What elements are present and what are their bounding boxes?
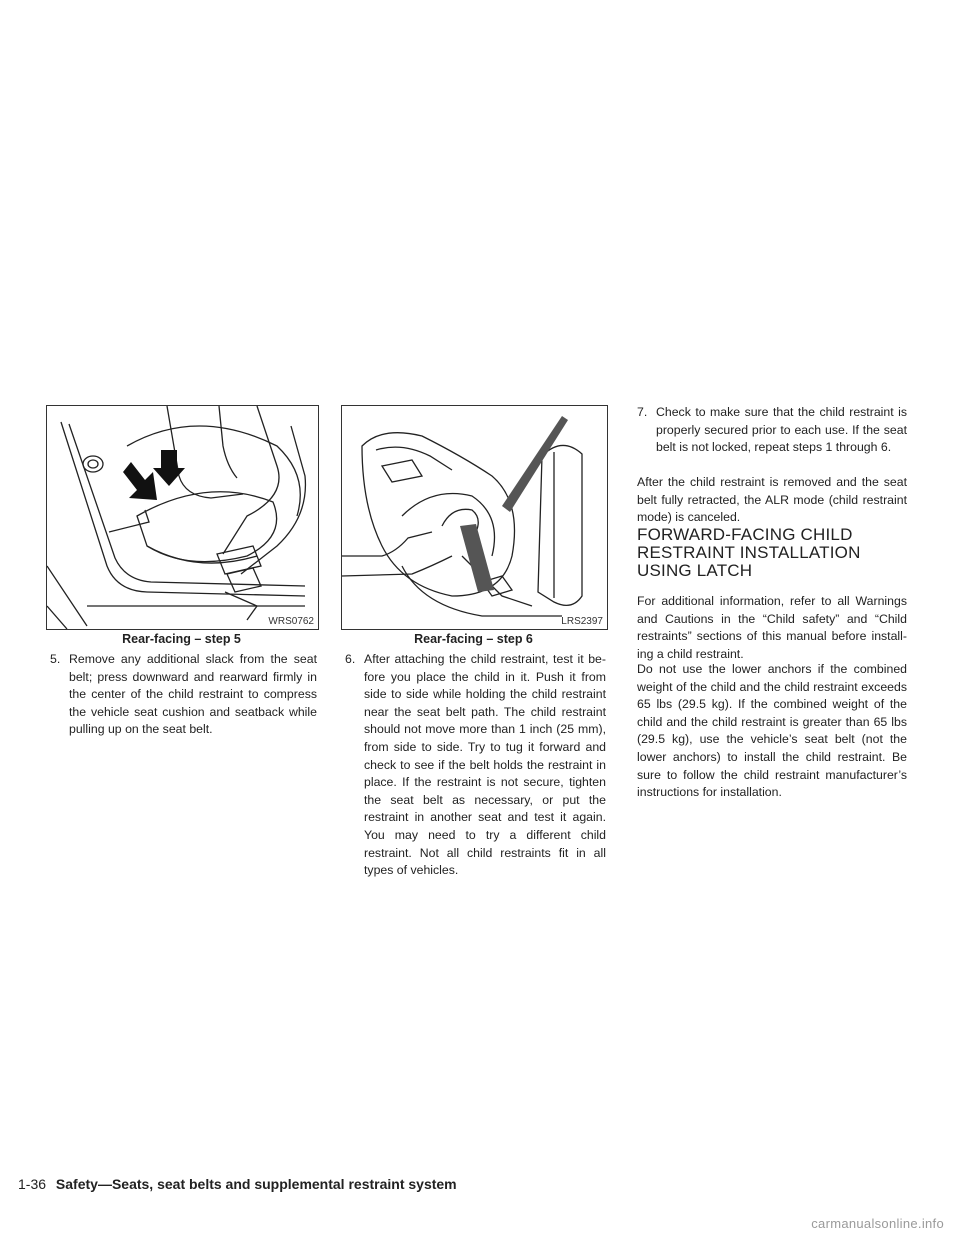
figure-caption: Rear-facing – step 6 [414, 632, 533, 646]
step-text: After attaching the child restraint, test it be-fore you place the child in it. Push it from side to side while holding the child restraint near the seat belt path. The child restraint should not move more than 1 inch (25 mm), from side to side. Try to tug it forward and check to see if the belt holds the restraint in place. If the restraint is not secure, tighten the seat belt as necessary, or put the restraint in another seat and test it again. You may need to try a different child restraint. Not all child restraints fit in all types of vehicles. [364, 652, 606, 878]
section-paragraph-1: For additional information, refer to all Warnings and Cautions in the “Child safety” and “Child restraints” sections of this manual before install-ing a child restraint. [637, 594, 907, 661]
chapter-title: Safety—Seats, seat belts and supplemental restraint system [55, 1176, 457, 1192]
step-number: 5. [50, 652, 61, 666]
step-text: Remove any additional slack from the seat belt; press downward and rearward firmly in the center of the child restraint to compress the vehicle seat cushion and seatback while pulling up on the seat belt. [69, 652, 317, 737]
figure-code: LRS2397 [561, 616, 603, 627]
page-number: 1-36 [18, 1176, 47, 1192]
section-paragraph-2: Do not use the lower anchors if the combined weight of the child and the child restraint exceeds 65 lbs (29.5 kg). If the combined weight of the child and the child restraint is greater than 65 lbs (29.5 kg), use the vehicle’s seat belt (not the lower anchors) to install the child restraint. Be sure to follow the child restraint manufacturer’s instructions for installation. [637, 662, 907, 800]
step-7 [637, 404, 907, 457]
figure-rear-facing-step-6 [341, 405, 608, 630]
watermark: carmanualsonline.info [811, 1216, 944, 1231]
alr-cancel-paragraph: After the child restraint is removed and the seat belt fully retracted, the ALR mode (child restraint mode) is canceled. [637, 475, 907, 525]
step-number: 7. [637, 405, 648, 419]
figure-code: WRS0762 [268, 616, 314, 627]
step-5 [50, 651, 317, 739]
figure-caption: Rear-facing – step 5 [122, 632, 241, 646]
illustration-test-child-restraint [342, 406, 607, 629]
page-footer [18, 1176, 457, 1192]
step-text: Check to make sure that the child restraint is properly secured prior to each use. If the seat belt is not locked, repeat steps 1 through 6. [656, 405, 907, 455]
step-6 [345, 651, 606, 880]
section-heading: FORWARD-FACING CHILD RESTRAINT INSTALLATION USING LATCH [637, 525, 861, 580]
step-number: 6. [345, 652, 356, 666]
figure-rear-facing-step-5 [46, 405, 319, 630]
illustration-press-down-child-seat [47, 406, 318, 629]
